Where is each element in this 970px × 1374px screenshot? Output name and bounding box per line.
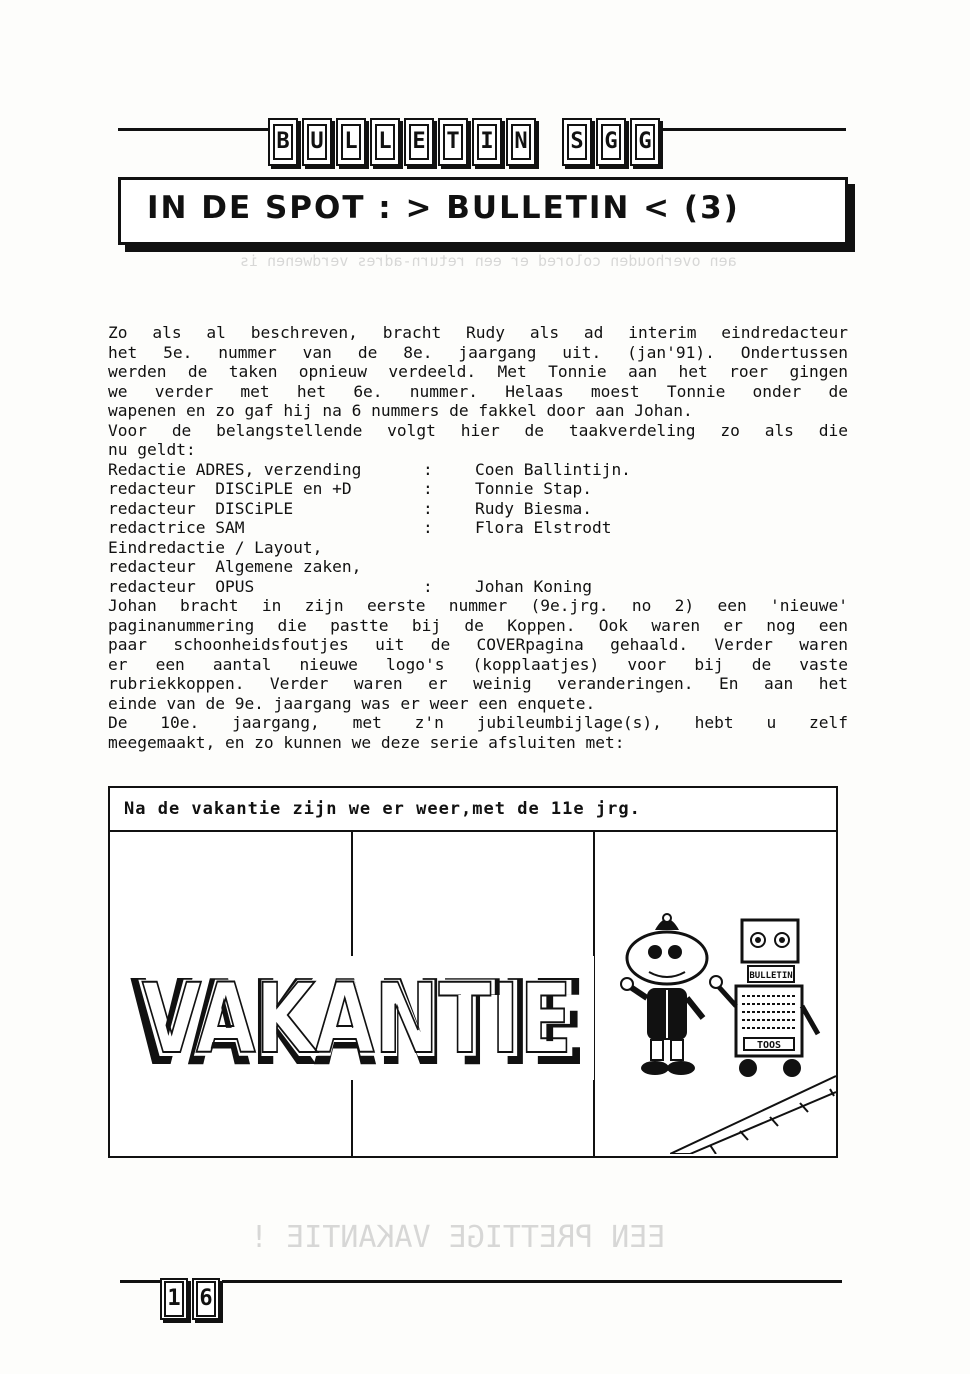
paragraph-line: er een aantal nieuwe logo's (kopplaatjes) voor bij de vaste <box>108 654 848 674</box>
svg-text:VAKANTIE: VAKANTIE <box>142 963 572 1075</box>
section-title: IN DE SPOT : > BULLETIN < (3) <box>147 190 740 226</box>
svg-text:BULLETIN: BULLETIN <box>749 971 793 981</box>
role-row: Eindredactie / Layout, <box>108 537 323 557</box>
vakantie-lettering <box>122 956 594 1080</box>
role-row: redacteur DISCiPLE : Rudy Biesma. <box>108 498 592 518</box>
svg-text:TOOS: TOOS <box>756 1040 782 1051</box>
logo-tile: S <box>562 118 592 166</box>
paragraph-line: we verder met het 6e. nummer. Helaas moest Tonnie onder de <box>108 381 848 401</box>
logo-tile: L <box>336 118 366 166</box>
paragraph-line: paginanummering die pastte bij de Koppen. Ook waren er nog een <box>108 615 848 635</box>
role-row: redacteur DISCiPLE en +D : Tonnie Stap. <box>108 479 592 498</box>
article-body <box>108 323 848 752</box>
paragraph-line: rubriekkoppen. Verder waren er weinig veranderingen. En aan het <box>108 674 848 693</box>
cartoon-panel <box>108 786 838 1158</box>
paragraph-line: wapenen en zo gaf hij na 6 nummers de fakkel door aan Johan. <box>108 401 693 420</box>
logo-tile: U <box>302 118 332 166</box>
paragraph-line: De 10e. jaargang, met z'n jubileumbijlage(s), hebt u zelf <box>108 713 848 732</box>
cartoon-caption: Na de vakantie zijn we er weer,met de 11e jrg. <box>110 788 836 832</box>
bulletin-sgg-logo <box>268 118 660 166</box>
logo-tile: I <box>472 118 502 166</box>
logo-tile: B <box>268 118 298 166</box>
floor-tiles <box>670 1036 836 1154</box>
header-rule-left <box>118 128 268 131</box>
bleed-through-text: EEN PRETTIGE VAKANTIE ! <box>250 1220 666 1255</box>
logo-tile: G <box>630 118 660 166</box>
page-digit-tile: 1 <box>160 1278 188 1320</box>
paragraph-line: het 5e. nummer van de 8e. jaargang uit. (jan'91). Ondertussen <box>108 342 848 362</box>
paragraph-line: Johan bracht in zijn eerste nummer (9e.jrg. no 2) een 'nieuwe' <box>108 596 848 615</box>
paragraph-line: paar schoonheidsfoutjes uit de COVERpagina gehaald. Verder waren <box>108 635 848 654</box>
logo-tile: L <box>370 118 400 166</box>
footer-rule-left <box>120 1280 160 1283</box>
logo-tile: T <box>438 118 468 166</box>
page-number <box>160 1278 220 1320</box>
header-rule-right <box>652 128 846 131</box>
page-digit-tile: 6 <box>192 1278 220 1320</box>
role-row: redacteur Algemene zaken, <box>108 557 362 576</box>
svg-text:VAKANTIE: VAKANTIE <box>138 959 578 1080</box>
paragraph-line: meegemaakt, en zo kunnen we deze serie afsluiten met: <box>108 732 625 752</box>
paragraph-line: nu geldt: <box>108 440 196 459</box>
paragraph-line: einde van de 9e. jaargang was er weer een enquete. <box>108 693 596 713</box>
bleed-through-text: aen overhouden colored er een return-adres verdwenen is <box>240 252 737 270</box>
logo-tile: G <box>596 118 626 166</box>
footer-rule-right <box>222 1280 842 1283</box>
role-row: Redactie ADRES, verzending : Coen Ballintijn. <box>108 459 631 479</box>
paragraph-line: Voor de belangstellende volgt hier de taakverdeling zo als die <box>108 420 848 440</box>
logo-tile: N <box>506 118 536 166</box>
paragraph-line: werden de taken opnieuw verdeeld. Met Tonnie aan het roer gingen <box>108 362 848 381</box>
paragraph-line: Zo als al beschreven, bracht Rudy als ad interim eindredacteur <box>108 323 848 342</box>
svg-text:VAKANTIE: VAKANTIE <box>130 956 586 1080</box>
role-row: redactrice SAM : Flora Elstrodt <box>108 518 612 537</box>
section-title-box <box>118 177 848 245</box>
logo-tile: E <box>404 118 434 166</box>
role-row: redacteur OPUS : Johan Koning <box>108 576 592 596</box>
